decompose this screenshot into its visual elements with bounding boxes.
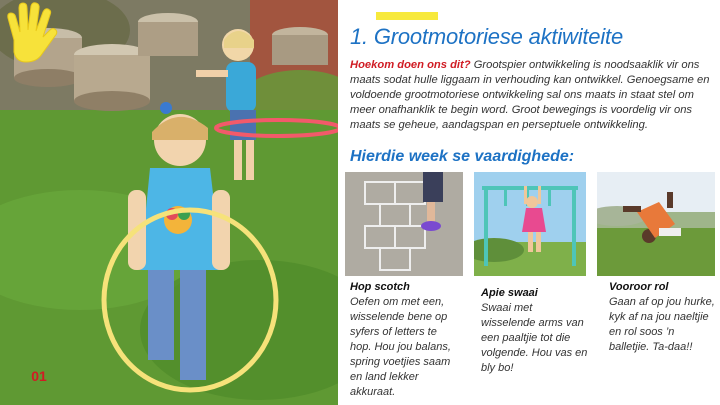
activity-title: Apie swaai [481,287,538,299]
hopscotch-photo [345,172,463,276]
intro-paragraph [350,58,712,133]
monkey-bars-photo [474,172,586,276]
activity-forward-roll [609,280,715,355]
activity-hopscotch [350,280,460,400]
activity-title: Vooroor rol [609,281,669,293]
activity-description: Gaan af op jou hurke, kyk af na jou naeltjie en rol soos ’n balletjie. Ta-daa!! [609,296,715,353]
activity-description: Oefen om met een, wisselende bene op syfers of letters te hop. Hou jou balans, spring voetjies saam en land lekker akkuraat. [350,296,451,398]
skills-heading: Hierdie week se vaardighede: [350,148,575,165]
page-title: 1. Grootmotoriese aktiwiteite [350,24,623,49]
intro-lead: Hoekom doen ons dit? [350,59,471,71]
activity-title: Hop scotch [350,281,410,293]
hero-photo [0,0,338,405]
activity-description: Swaai met wisselende arms van een paaltjie tot die volgende. Hou vas en bly bo! [481,302,588,374]
forward-roll-photo [597,172,715,276]
hand-logo-icon [0,0,62,64]
slide-number: 01 [31,368,47,384]
activity-monkey-swing [481,286,589,376]
title-accent-bar [376,12,438,20]
intro-body: Grootspier ontwikkeling is noodsaaklik vir ons maats sodat hulle liggaam in verhouding kan ontwikkel. Genoegsame en voldoende grootmotoriese ontwikkeling sal ons maats in staat stel om meer onafhanklik te begin word. Groot bewegings is voordelig vir ons maats se geheue, aandagspan en perseptuele ontwikkeling. [350,59,710,131]
